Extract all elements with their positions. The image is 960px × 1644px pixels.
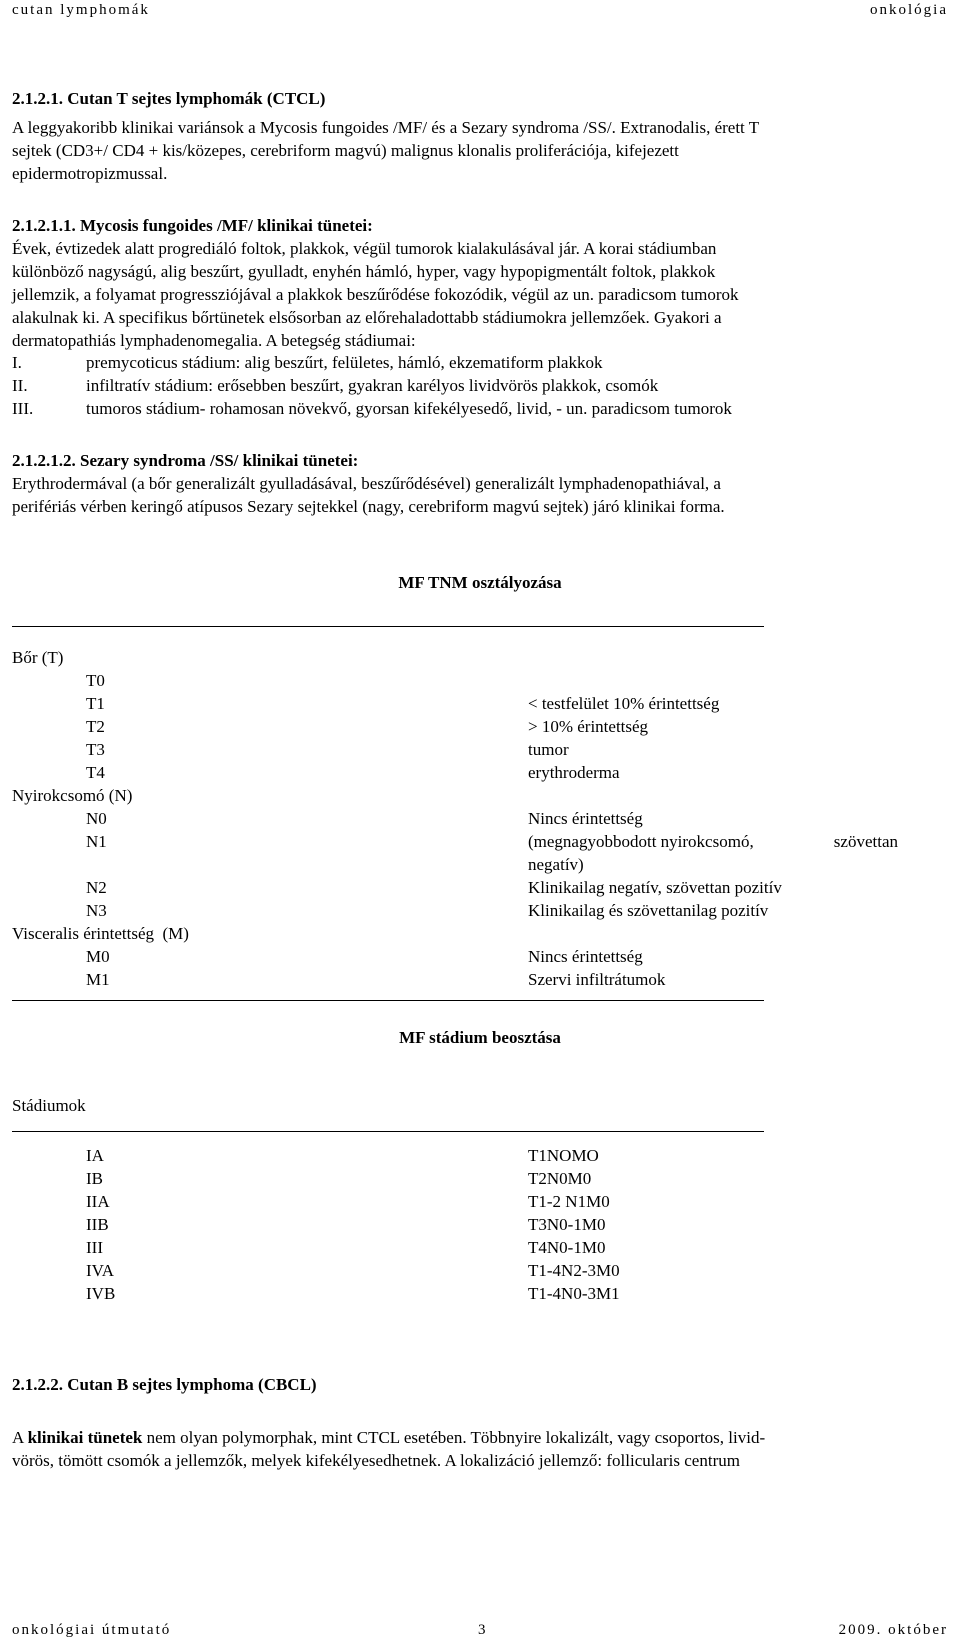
tnm-desc: tumor: [528, 740, 569, 759]
stage-tnm: T1-4N0-3M1: [528, 1284, 620, 1303]
tnm-code: N1: [86, 832, 107, 851]
tnm-group-label: Visceralis érintettség (M): [12, 924, 189, 943]
tnm-code: M0: [86, 947, 110, 966]
section-title-cbcl: 2.1.2.2. Cutan B sejtes lymphoma (CBCL): [12, 1375, 317, 1394]
page-number: 3: [478, 1622, 486, 1638]
tnm-desc: Klinikailag negatív, szövettan pozitív: [528, 878, 782, 897]
tnm-desc: erythroderma: [528, 763, 620, 782]
tnm-code: N0: [86, 809, 107, 828]
divider: [12, 1131, 764, 1132]
tnm-desc-part: (megnagyobbodott nyirokcsomó,: [528, 832, 754, 851]
stage-number: II.: [12, 376, 28, 395]
text-run: A: [12, 1428, 28, 1447]
tnm-code: T2: [86, 717, 105, 736]
tnm-desc: < testfelület 10% érintettség: [528, 694, 720, 713]
stage-code: IA: [86, 1146, 104, 1165]
tnm-code: N3: [86, 901, 107, 920]
stage-tnm: T4N0-1M0: [528, 1238, 606, 1257]
tnm-title: MF TNM osztályozása: [398, 573, 562, 592]
section-title-ss: 2.1.2.1.2. Sezary syndroma /SS/ klinikai tünetei:: [12, 451, 359, 470]
divider: [12, 626, 764, 627]
tnm-code: T1: [86, 694, 105, 713]
paragraph-line: dermatopathiás lymphadenomegalia. A betegség stádiumai:: [12, 331, 416, 350]
tnm-desc: > 10% érintettség: [528, 717, 649, 736]
stage-item: [0, 353, 960, 374]
tnm-code: M1: [86, 970, 110, 989]
tnm-desc: Klinikailag és szövettanilag pozitív: [528, 901, 769, 920]
stage-head: Stádiumok: [12, 1096, 86, 1115]
paragraph-line: A leggyakoribb klinikai variánsok a Mycosis fungoides /MF/ és a Sezary syndroma /SS/. Extranodalis, érett T: [12, 118, 760, 137]
tnm-desc: Nincs érintettség: [528, 809, 643, 828]
stage-text: tumoros stádium- rohamosan növekvő, gyorsan kifekélyesedő, livid, - un. paradicsom tumorok: [86, 399, 732, 418]
stage-code: IIA: [86, 1192, 110, 1211]
stage-code: IB: [86, 1169, 103, 1188]
stage-text: premycoticus stádium: alig beszűrt, felületes, hámló, ekzematiform plakkok: [86, 353, 603, 372]
stage-tnm: T3N0-1M0: [528, 1215, 606, 1234]
tnm-code: T0: [86, 671, 105, 690]
paragraph-line: Erythrodermával (a bőr generalizált gyulladásával, beszűrődésével) generalizált lymphadenopathiával, a: [12, 474, 721, 493]
tnm-desc: negatív): [528, 855, 584, 874]
divider: [12, 1000, 764, 1001]
text-run: nem olyan polymorphak, mint CTCL esetében. Többnyire lokalizált, vagy csoportos, livid-: [142, 1428, 766, 1447]
section-title-mf: 2.1.2.1.1. Mycosis fungoides /MF/ klinikai tünetei:: [12, 216, 373, 235]
paragraph-line: [12, 1427, 765, 1448]
tnm-code: N2: [86, 878, 107, 897]
stage-code: IVA: [86, 1261, 115, 1280]
stage-tnm: T2N0M0: [528, 1169, 592, 1188]
tnm-desc: Szervi infiltrátumok: [528, 970, 666, 989]
stage-code: III: [86, 1238, 103, 1257]
tnm-desc-part: szövettan: [833, 832, 898, 851]
paragraph-line: sejtek (CD3+/ CD4 + kis/közepes, cerebriform magvú) malignus klonalis proliferációja, kifejezett: [12, 141, 679, 160]
footer-left: onkológiai útmutató: [12, 1622, 172, 1638]
paragraph-line: jellemzik, a folyamat progressziójával a plakkok beszűrődése fokozódik, végül az un. paradicsom tumorok: [12, 285, 739, 304]
header-right: onkológia: [870, 2, 948, 18]
stage-text: infiltratív stádium: erősebben beszűrt, gyakran karélyos lividvörös plakkok, csomók: [86, 376, 659, 395]
paragraph-line: perifériás vérben keringő atípusos Sezary sejtekkel (nagy, cerebriform magvú sejtek) járó klinikai forma.: [12, 497, 725, 516]
tnm-desc: [528, 832, 898, 852]
stage-item: [0, 376, 960, 397]
stage-number: I.: [12, 353, 22, 372]
tnm-group-label: Bőr (T): [12, 648, 64, 667]
footer-right: 2009. október: [838, 1622, 948, 1638]
stage-item: [0, 399, 960, 420]
header-left: cutan lymphomák: [12, 2, 150, 18]
paragraph-line: epidermotropizmussal.: [12, 164, 168, 183]
stage-tnm: T1-2 N1M0: [528, 1192, 610, 1211]
stage-tnm: T1NOMO: [528, 1146, 599, 1165]
text-run-bold: klinikai tünetek: [27, 1428, 143, 1447]
paragraph-line: alakulnak ki. A specifikus bőrtünetek elsősorban az előrehaladottabb stádiumokra jellemzőek. Gyakori a: [12, 308, 722, 327]
stage-number: III.: [12, 399, 34, 418]
stage-title: MF stádium beosztása: [399, 1028, 561, 1047]
section-title-ctcl: 2.1.2.1. Cutan T sejtes lymphomák (CTCL): [12, 89, 326, 108]
tnm-group-label: Nyirokcsomó (N): [12, 786, 133, 805]
tnm-code: T4: [86, 763, 105, 782]
stage-code: IIB: [86, 1215, 109, 1234]
paragraph-line: különböző nagyságú, alig beszűrt, gyulladt, enyhén hámló, hyper, vagy hypopigmentált foltok, plakkok: [12, 262, 716, 281]
tnm-desc: Nincs érintettség: [528, 947, 643, 966]
stage-code: IVB: [86, 1284, 116, 1303]
paragraph-line: Évek, évtizedek alatt progrediáló foltok, plakkok, végül tumorok kialakulásával jár. A korai stádiumban: [12, 239, 717, 258]
stage-tnm: T1-4N2-3M0: [528, 1261, 620, 1280]
tnm-code: T3: [86, 740, 105, 759]
paragraph-line: vörös, tömött csomók a jellemzők, melyek kifekélyesedhetnek. A lokalizáció jellemző: follicularis centrum: [12, 1451, 740, 1470]
